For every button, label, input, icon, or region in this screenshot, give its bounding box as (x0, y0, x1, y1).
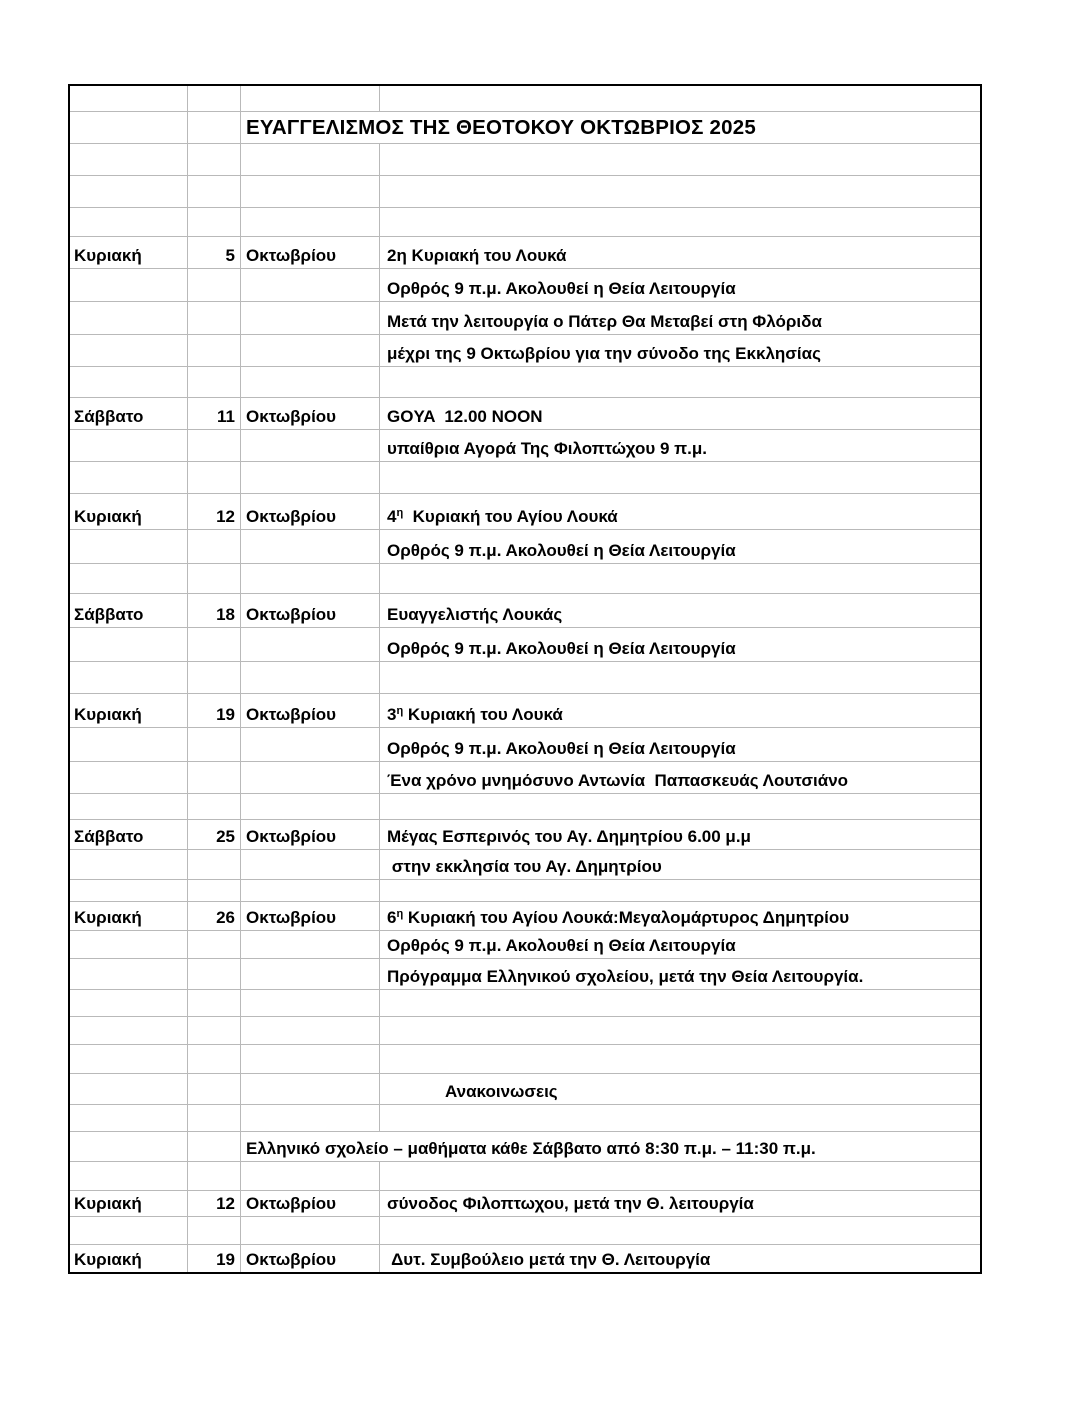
day-cell (70, 931, 188, 959)
table-row (70, 237, 980, 269)
day-cell (70, 144, 188, 176)
date-cell (188, 850, 241, 880)
description-cell (380, 398, 980, 430)
description-cell (380, 902, 980, 931)
description-superscript: η (396, 507, 404, 520)
description-cell (380, 86, 980, 112)
table-row (70, 594, 980, 628)
day-cell (70, 694, 188, 728)
date-label: 19 (216, 705, 235, 725)
description-cell (380, 762, 980, 794)
description-cell (380, 564, 980, 594)
date-cell (188, 144, 241, 176)
day-cell (70, 494, 188, 530)
date-cell (188, 1045, 241, 1074)
table-row (70, 820, 980, 850)
day-cell (70, 1245, 188, 1272)
table-row (70, 144, 980, 176)
month-cell (241, 1217, 380, 1245)
description-cell (380, 694, 980, 728)
month-cell (241, 564, 380, 594)
description-text: Δυτ. Συμβούλειο μετά την Θ. Λειτουργία (387, 1250, 711, 1270)
description-text: σύνοδος Φιλοπτωχου, μετά την Θ. λειτουργία (387, 1194, 754, 1214)
date-cell (188, 662, 241, 694)
month-cell (241, 931, 380, 959)
day-cell (70, 1045, 188, 1074)
table-row (70, 564, 980, 594)
date-cell (188, 335, 241, 367)
month-cell (241, 1191, 380, 1217)
month-cell (241, 208, 380, 237)
day-cell (70, 176, 188, 208)
merged-cell-text: Ελληνικό σχολείο – μαθήματα κάθε Σάββατο από 8:30 π.μ. – 11:30 π.μ. (246, 1139, 816, 1159)
month-label: Οκτωβρίου (246, 908, 337, 928)
description-cell (380, 1105, 980, 1132)
day-label: Κυριακή (74, 705, 142, 725)
table-row (70, 176, 980, 208)
date-cell (188, 820, 241, 850)
date-cell (188, 1217, 241, 1245)
day-cell (70, 728, 188, 762)
description-text: 2η Κυριακή του Λουκά (387, 246, 567, 266)
day-cell (70, 762, 188, 794)
description-cell (380, 931, 980, 959)
date-cell (188, 1017, 241, 1045)
description-cell (380, 594, 980, 628)
day-cell (70, 820, 188, 850)
date-cell (188, 1074, 241, 1105)
description-cell (380, 302, 980, 335)
date-cell (188, 494, 241, 530)
description-cell (380, 1191, 980, 1217)
description-text: Ορθρός 9 π.μ. Ακολουθεί η Θεία Λειτουργία (387, 541, 736, 561)
merged-cell (241, 1132, 980, 1162)
month-label: Οκτωβρίου (246, 827, 337, 847)
month-cell (241, 237, 380, 269)
merged-cell-text: ΕΥΑΓΓΕΛΙΣΜΟΣ ΤΗΣ ΘΕΟΤΟΚΟΥ ΟΚΤΩΒΡΙΟΣ 2025 (246, 116, 756, 140)
description-superscript: η (396, 705, 404, 718)
description-text: Μετά την λειτουργία ο Πάτερ Θα Μεταβεί στη Φλόριδα (387, 312, 822, 332)
description-text: Ένα χρόνο μνημόσυνο Αντωνία Παπασκευάς Λουτσιάνο (387, 771, 849, 791)
date-cell (188, 694, 241, 728)
month-cell (241, 902, 380, 931)
table-row (70, 398, 980, 430)
description-text: στην εκκλησία του Αγ. Δημητρίου (387, 857, 662, 877)
date-cell (188, 302, 241, 335)
description-cell (380, 1045, 980, 1074)
description-cell (380, 728, 980, 762)
month-cell (241, 86, 380, 112)
date-cell (188, 1132, 241, 1162)
month-cell (241, 398, 380, 430)
month-cell (241, 494, 380, 530)
description-text: 4 (387, 507, 397, 527)
description-superscript: η (396, 908, 404, 921)
table-row (70, 1045, 980, 1074)
day-label: Κυριακή (74, 246, 142, 266)
description-cell (380, 430, 980, 462)
description-cell (380, 794, 980, 820)
month-cell (241, 628, 380, 662)
table-row (70, 208, 980, 237)
month-cell (241, 144, 380, 176)
table-row (70, 430, 980, 462)
day-cell (70, 850, 188, 880)
description-cell (380, 530, 980, 564)
day-cell (70, 430, 188, 462)
month-cell (241, 335, 380, 367)
description-cell (380, 1074, 980, 1105)
day-label: Κυριακή (74, 1194, 142, 1214)
table-row (70, 1074, 980, 1105)
date-cell (188, 1191, 241, 1217)
description-text: Κυριακή του Αγίου Λουκά:Μεγαλομάρτυρος Δημητρίου (403, 908, 850, 928)
schedule-table (68, 84, 982, 1274)
description-text: 6 (387, 908, 397, 928)
table-row (70, 1105, 980, 1132)
description-cell (380, 662, 980, 694)
day-cell (70, 1105, 188, 1132)
table-row (70, 931, 980, 959)
date-label: 25 (216, 827, 235, 847)
date-cell (188, 367, 241, 398)
month-cell (241, 850, 380, 880)
table-row (70, 1162, 980, 1191)
description-cell (380, 628, 980, 662)
date-cell (188, 794, 241, 820)
description-text: Ευαγγελιστής Λουκάς (387, 605, 563, 625)
day-cell (70, 86, 188, 112)
month-label: Οκτωβρίου (246, 1194, 337, 1214)
date-cell (188, 112, 241, 144)
description-cell (380, 144, 980, 176)
table-row (70, 269, 980, 302)
table-row (70, 367, 980, 398)
date-cell (188, 1105, 241, 1132)
day-cell (70, 530, 188, 564)
description-cell (380, 1017, 980, 1045)
month-cell (241, 1017, 380, 1045)
description-cell (380, 1217, 980, 1245)
day-cell (70, 880, 188, 902)
table-row (70, 990, 980, 1017)
date-cell (188, 1162, 241, 1191)
description-text: Ορθρός 9 π.μ. Ακολουθεί η Θεία Λειτουργία (387, 279, 736, 299)
day-cell (70, 269, 188, 302)
description-text: Μέγας Εσπερινός του Αγ. Δημητρίου 6.00 μ.μ (387, 827, 751, 847)
date-cell (188, 902, 241, 931)
table-row (70, 794, 980, 820)
date-cell (188, 931, 241, 959)
date-cell (188, 530, 241, 564)
description-cell (380, 367, 980, 398)
date-cell (188, 86, 241, 112)
date-cell (188, 728, 241, 762)
description-cell (380, 208, 980, 237)
description-text: Κυριακή του Αγίου Λουκά (403, 507, 618, 527)
date-label: 19 (216, 1250, 235, 1270)
month-cell (241, 990, 380, 1017)
date-label: 5 (225, 246, 235, 266)
day-cell (70, 367, 188, 398)
date-label: 12 (216, 507, 235, 527)
description-text: Ορθρός 9 π.μ. Ακολουθεί η Θεία Λειτουργία (387, 739, 736, 759)
month-label: Οκτωβρίου (246, 605, 337, 625)
table-row (70, 335, 980, 367)
date-cell (188, 398, 241, 430)
day-cell (70, 1017, 188, 1045)
date-label: 11 (217, 407, 235, 427)
month-label: Οκτωβρίου (246, 705, 337, 725)
month-cell (241, 1105, 380, 1132)
date-label: 18 (216, 605, 235, 625)
table-row (70, 530, 980, 564)
month-cell (241, 794, 380, 820)
day-label: Σάββατο (74, 827, 144, 847)
day-cell (70, 1074, 188, 1105)
day-cell (70, 302, 188, 335)
description-cell (380, 1245, 980, 1272)
table-row (70, 86, 980, 112)
description-cell (380, 850, 980, 880)
month-cell (241, 694, 380, 728)
table-row (70, 902, 980, 931)
table-row (70, 1017, 980, 1045)
month-cell (241, 1045, 380, 1074)
table-row (70, 494, 980, 530)
month-cell (241, 176, 380, 208)
description-cell (380, 237, 980, 269)
day-label: Σάββατο (74, 407, 144, 427)
date-cell (188, 176, 241, 208)
description-cell (380, 959, 980, 990)
table-row (70, 694, 980, 728)
month-cell (241, 662, 380, 694)
description-text: Ορθρός 9 π.μ. Ακολουθεί η Θεία Λειτουργία (387, 639, 736, 659)
month-cell (241, 302, 380, 335)
table-row (70, 462, 980, 494)
description-text: υπαίθρια Αγορά Της Φιλοπτώχου 9 π.μ. (387, 439, 708, 459)
date-label: 12 (216, 1194, 235, 1214)
description-text: Ανακοινωσεις (445, 1082, 558, 1102)
description-cell (380, 176, 980, 208)
month-cell (241, 1162, 380, 1191)
day-cell (70, 237, 188, 269)
description-cell (380, 335, 980, 367)
description-cell (380, 1162, 980, 1191)
description-text: 3 (387, 705, 397, 725)
description-cell (380, 820, 980, 850)
table-row (70, 112, 980, 144)
month-cell (241, 367, 380, 398)
date-cell (188, 628, 241, 662)
day-cell (70, 794, 188, 820)
month-cell (241, 1245, 380, 1272)
date-cell (188, 462, 241, 494)
date-cell (188, 959, 241, 990)
description-cell (380, 880, 980, 902)
day-label: Κυριακή (74, 1250, 142, 1270)
month-cell (241, 430, 380, 462)
day-label: Σάββατο (74, 605, 144, 625)
month-cell (241, 959, 380, 990)
table-row (70, 959, 980, 990)
description-text: GOYA 12.00 NOON (387, 407, 543, 427)
day-cell (70, 462, 188, 494)
day-cell (70, 594, 188, 628)
date-cell (188, 762, 241, 794)
day-cell (70, 628, 188, 662)
day-cell (70, 112, 188, 144)
description-text: Ορθρός 9 π.μ. Ακολουθεί η Θεία Λειτουργία (387, 936, 736, 956)
month-label: Οκτωβρίου (246, 407, 337, 427)
date-cell (188, 594, 241, 628)
date-cell (188, 208, 241, 237)
month-cell (241, 880, 380, 902)
day-cell (70, 1162, 188, 1191)
table-row (70, 880, 980, 902)
description-cell (380, 462, 980, 494)
table-row (70, 1217, 980, 1245)
day-cell (70, 990, 188, 1017)
month-cell (241, 462, 380, 494)
day-cell (70, 959, 188, 990)
date-cell (188, 880, 241, 902)
month-cell (241, 1074, 380, 1105)
month-cell (241, 762, 380, 794)
month-cell (241, 269, 380, 302)
day-cell (70, 1132, 188, 1162)
table-row (70, 662, 980, 694)
description-text: Πρόγραμμα Ελληνικού σχολείου, μετά την Θεία Λειτουργία. (387, 967, 864, 987)
date-cell (188, 1245, 241, 1272)
date-cell (188, 990, 241, 1017)
month-label: Οκτωβρίου (246, 246, 337, 266)
day-cell (70, 902, 188, 931)
day-cell (70, 398, 188, 430)
day-cell (70, 1217, 188, 1245)
table-row (70, 1191, 980, 1217)
table-row (70, 302, 980, 335)
day-cell (70, 1191, 188, 1217)
day-cell (70, 208, 188, 237)
table-row (70, 728, 980, 762)
month-label: Οκτωβρίου (246, 507, 337, 527)
date-cell (188, 564, 241, 594)
day-cell (70, 335, 188, 367)
day-cell (70, 564, 188, 594)
day-label: Κυριακή (74, 908, 142, 928)
description-cell (380, 494, 980, 530)
description-cell (380, 269, 980, 302)
month-cell (241, 530, 380, 564)
table-row (70, 762, 980, 794)
table-row (70, 628, 980, 662)
date-cell (188, 269, 241, 302)
merged-cell (241, 112, 980, 144)
day-label: Κυριακή (74, 507, 142, 527)
day-cell (70, 662, 188, 694)
table-row (70, 1132, 980, 1162)
date-cell (188, 430, 241, 462)
table-row (70, 850, 980, 880)
month-label: Οκτωβρίου (246, 1250, 337, 1270)
month-cell (241, 820, 380, 850)
date-cell (188, 237, 241, 269)
month-cell (241, 594, 380, 628)
month-cell (241, 728, 380, 762)
description-text: Κυριακή του Λουκά (403, 705, 563, 725)
description-text: μέχρι της 9 Οκτωβρίου για την σύνοδο της Εκκλησίας (387, 344, 821, 364)
description-cell (380, 990, 980, 1017)
date-label: 26 (216, 908, 235, 928)
table-row (70, 1245, 980, 1272)
